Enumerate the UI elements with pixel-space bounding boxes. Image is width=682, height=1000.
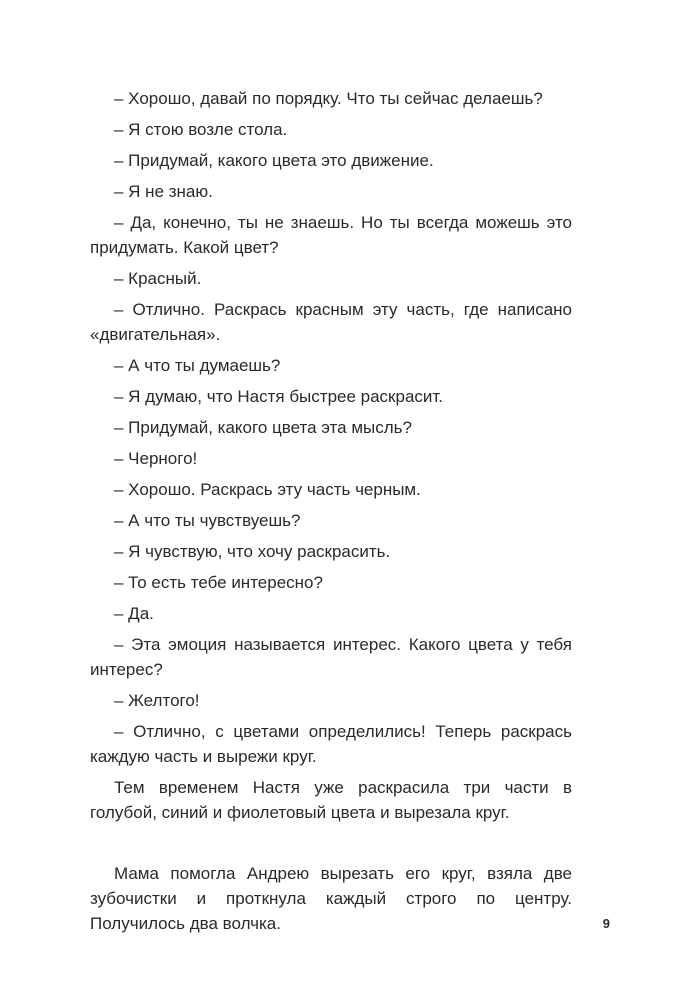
- paragraph: – Хорошо. Раскрась эту часть черным.: [114, 480, 421, 499]
- paragraph: – Красный.: [114, 269, 202, 288]
- paragraph: – А что ты чувствуешь?: [114, 511, 301, 530]
- paragraph: – Отлично. Раскрась красным эту часть, где написано «двигательная».: [90, 300, 572, 344]
- paragraph: Мама помогла Андрею вырезать его круг, взяла две зубочистки и проткнула каждый строго по центру. Получилось два волчка.: [90, 864, 572, 933]
- paragraph: – Желтого!: [114, 691, 200, 710]
- paragraph: – Я чувствую, что хочу раскрасить.: [114, 542, 391, 561]
- paragraph: – Эта эмоция называется интерес. Какого цвета у тебя интерес?: [90, 635, 572, 679]
- paragraph: – Я не знаю.: [114, 182, 213, 201]
- paragraph: – Я стою возле стола.: [114, 120, 288, 139]
- paragraph: – Придумай, какого цвета это движение.: [114, 151, 434, 170]
- paragraph: – Отлично, с цветами определились! Теперь раскрась каждую часть и вырежи круг.: [90, 722, 572, 766]
- paragraph: – Придумай, какого цвета эта мысль?: [114, 418, 412, 437]
- paragraph: – Хорошо, давай по порядку. Что ты сейчас делаешь?: [114, 89, 543, 108]
- paragraph: Тем временем Настя уже раскрасила три части в голубой, синий и фиолетовый цвета и вырезала круг.: [90, 778, 572, 822]
- page-number: 9: [602, 916, 610, 931]
- paragraph: – А что ты думаешь?: [114, 356, 281, 375]
- paragraph: – Да, конечно, ты не знаешь. Но ты всегда можешь это придумать. Какой цвет?: [90, 213, 572, 257]
- paragraph: – Да.: [114, 604, 154, 623]
- main-text: [90, 86, 572, 942]
- paragraph: – То есть тебе интересно?: [114, 573, 323, 592]
- paragraph: – Я думаю, что Настя быстрее раскрасит.: [114, 387, 444, 406]
- paragraph: – Черного!: [114, 449, 198, 468]
